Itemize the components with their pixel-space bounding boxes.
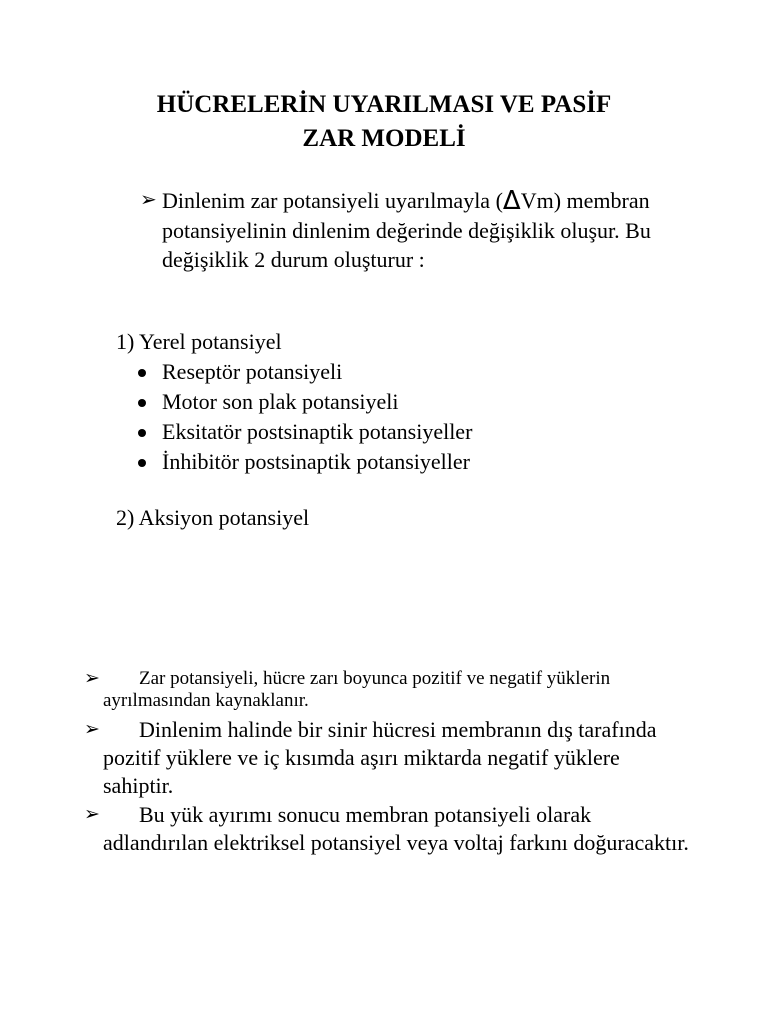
list-item: Eksitatör postsinaptik potansiyeller [136,417,472,447]
arrow-bullet-icon: ➢ [84,668,100,689]
note-text: Zar potansiyeli, hücre zarı boyunca pozitif ve negatif yüklerin ayrılmasından kaynaklanır. [103,668,611,711]
page-title [0,88,768,156]
arrow-bullet-icon: ➢ [84,804,100,825]
delta-symbol: Δ [502,186,521,216]
arrow-bullet-icon: ➢ [140,189,157,211]
intro-text-start: Dinlenim zar potansiyeli uyarılmayla ( [162,188,503,213]
intro-text-rest: membran potansiyelinin dinlenim değerinde değişiklik oluşur. Bu değişiklik 2 durum oluşturur : [162,188,651,272]
note-text: Bu yük ayırımı sonucu membran potansiyeli olarak adlandırılan elektriksel potansiyel veya voltaj farkını doğuracaktır. [103,802,689,855]
title-line-2: ZAR MODELİ [302,125,466,152]
arrow-bullet-icon: ➢ [84,719,100,740]
list-item: Motor son plak potansiyeli [136,387,472,417]
intro-text [162,186,660,274]
list-item: Reseptör potansiyeli [136,357,472,387]
item-2-heading: 2) Aksiyon potansiyel [116,505,310,530]
item-1-heading: 1) Yerel potansiyel [116,329,282,354]
intro-vm: Vm) [520,188,562,213]
note-text: Dinlenim halinde bir sinir hücresi membranın dış tarafında pozitif yüklere ve iç kısımda aşırı miktarda negatif yüklere sahiptir. [103,717,657,798]
notes-section [84,668,694,858]
note-3 [84,801,694,857]
title-line-1: HÜCRELERİN UYARILMASI VE PASİF [156,91,612,118]
note-2 [84,716,694,800]
note-1 [84,668,694,712]
local-potential-list [136,357,472,477]
intro-paragraph [140,186,660,274]
list-item: İnhibitör postsinaptik potansiyeller [136,447,472,477]
